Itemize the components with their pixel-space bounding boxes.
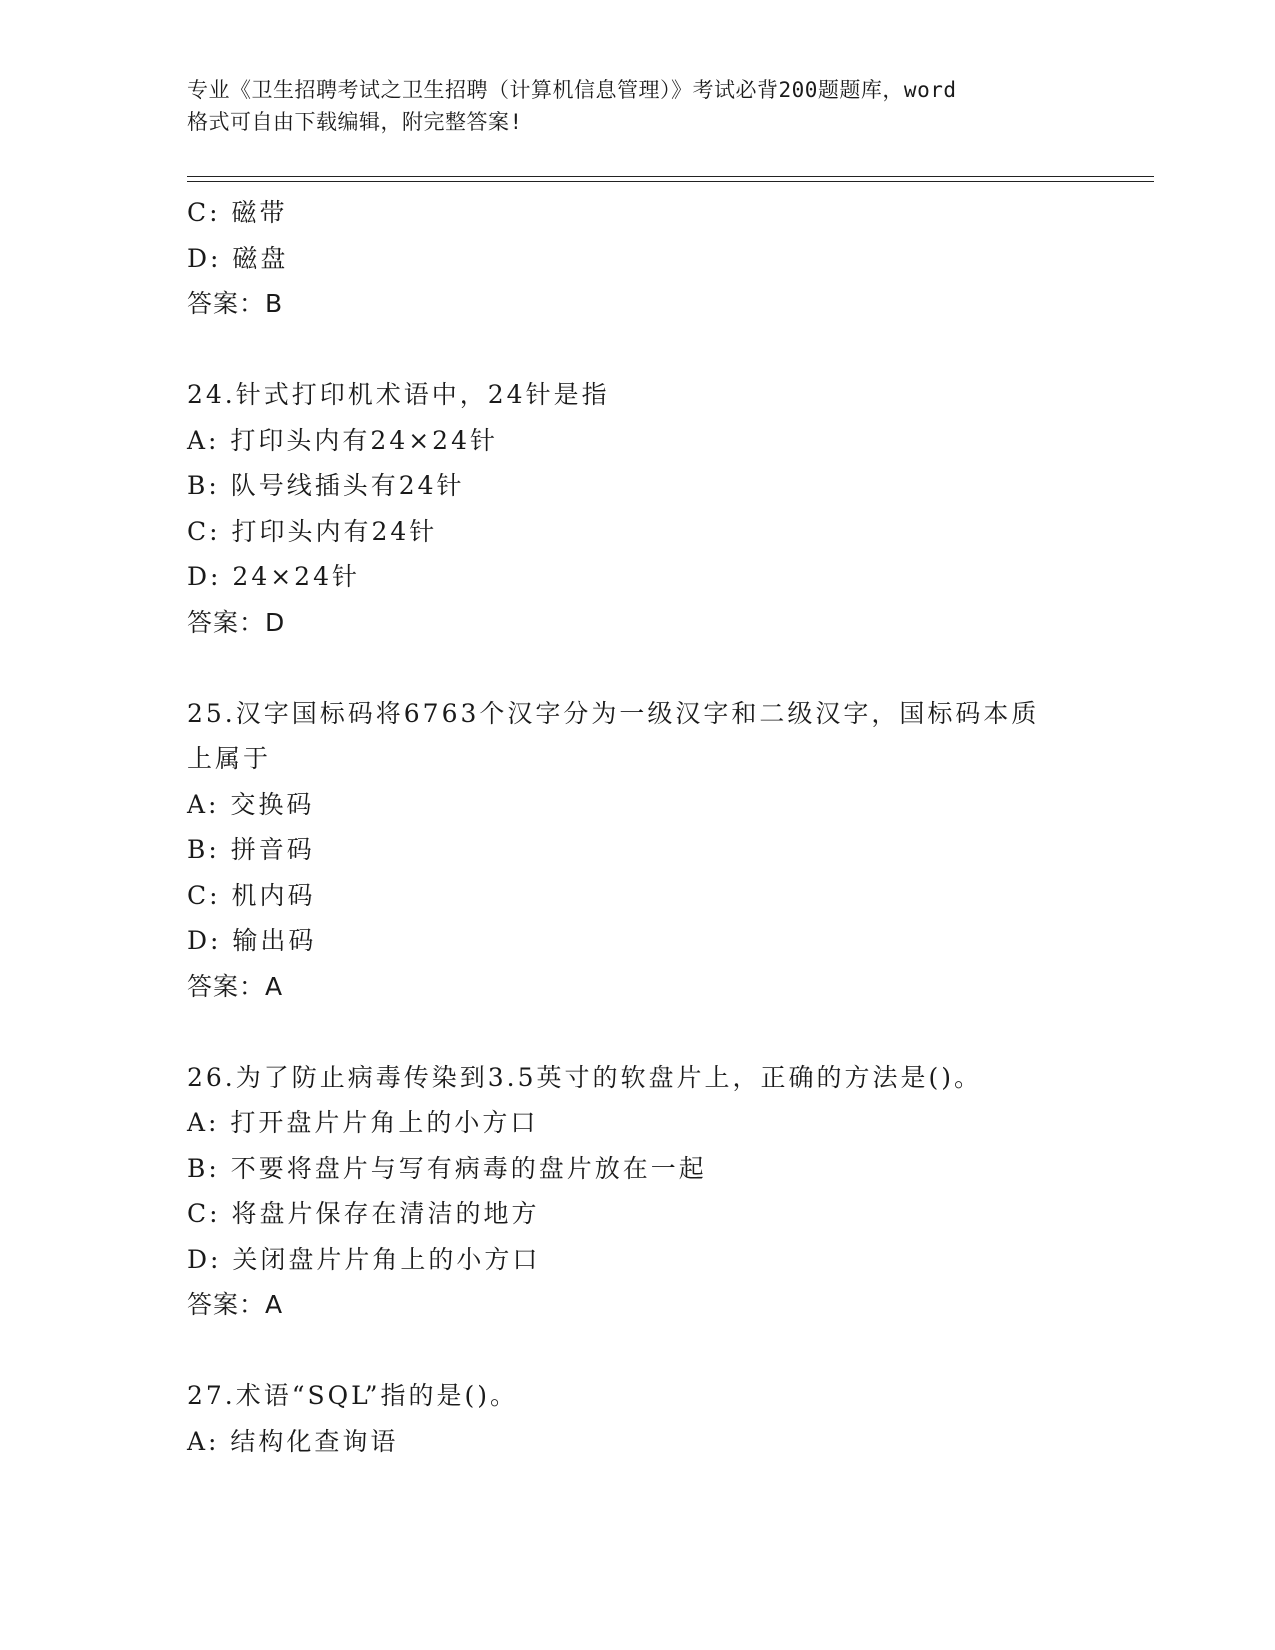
option-d: D: 磁盘 bbox=[187, 243, 289, 273]
option-d: D: 关闭盘片片角上的小方口 bbox=[187, 1244, 541, 1274]
question-block-27 bbox=[187, 1373, 1087, 1464]
answer-line: 答案：D bbox=[187, 607, 286, 637]
spacer bbox=[187, 1328, 1087, 1374]
option-a: A: 结构化查询语 bbox=[187, 1426, 399, 1456]
document-header bbox=[187, 74, 1087, 138]
option-a: A: 交换码 bbox=[187, 789, 315, 819]
answer-line: 答案：A bbox=[187, 1290, 284, 1319]
question-block-25 bbox=[187, 691, 1087, 1010]
question-text: 24.针式打印机术语中，24针是指 bbox=[187, 380, 610, 409]
question-list bbox=[187, 190, 1087, 1464]
option-b: B: 拼音码 bbox=[187, 835, 315, 864]
question-block-prev bbox=[187, 190, 1087, 327]
answer-line: 答案：A bbox=[187, 971, 284, 1001]
answer-line: 答案：B bbox=[187, 289, 284, 318]
option-c: C: 磁带 bbox=[187, 198, 288, 227]
spacer bbox=[187, 645, 1087, 691]
option-c: C: 打印头内有24针 bbox=[187, 516, 438, 546]
option-d: D: 输出码 bbox=[187, 926, 317, 955]
option-a: A: 打开盘片片角上的小方口 bbox=[187, 1108, 539, 1137]
question-block-24 bbox=[187, 372, 1087, 645]
question-block-26 bbox=[187, 1055, 1087, 1328]
header-divider-bottom bbox=[187, 181, 1154, 182]
option-a: A: 打印头内有24×24针 bbox=[187, 425, 498, 455]
option-b: B: 不要将盘片与写有病毒的盘片放在一起 bbox=[187, 1153, 707, 1183]
question-text: 25.汉字国标码将6763个汉字分为一级汉字和二级汉字，国标码本质 bbox=[187, 698, 1040, 728]
option-d: D: 24×24针 bbox=[187, 562, 360, 591]
header-divider-top bbox=[187, 176, 1154, 177]
question-text-continued: 上属于 bbox=[187, 744, 272, 773]
question-text: 26.为了防止病毒传染到3.5英寸的软盘片上，正确的方法是()。 bbox=[187, 1062, 983, 1092]
option-c: C: 机内码 bbox=[187, 880, 316, 910]
question-text: 27.术语“SQL”指的是()。 bbox=[187, 1381, 519, 1410]
option-b: B: 队号线插头有24针 bbox=[187, 471, 465, 500]
header-line-1: 专业《卫生招聘考试之卫生招聘（计算机信息管理）》考试必背200题题库，word bbox=[187, 78, 957, 102]
spacer bbox=[187, 327, 1087, 373]
spacer bbox=[187, 1009, 1087, 1055]
option-c: C: 将盘片保存在清洁的地方 bbox=[187, 1199, 540, 1228]
header-line-2: 格式可自由下载编辑，附完整答案! bbox=[187, 110, 523, 134]
